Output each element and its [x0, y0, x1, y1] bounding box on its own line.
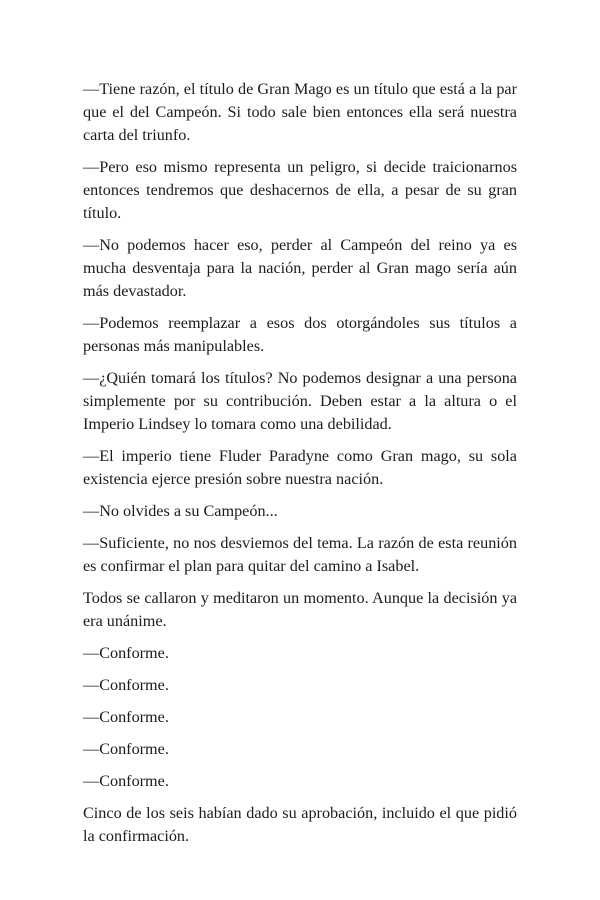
paragraph: —Conforme.: [83, 772, 169, 790]
paragraph: —Podemos reemplazar a esos dos otorgándoles sus títulos a personas más manipulables.: [83, 314, 517, 355]
paragraph: —Conforme.: [83, 740, 169, 758]
paragraph: Cinco de los seis habían dado su aprobación, incluido el que pidió la confirmación.: [83, 804, 517, 845]
paragraph: —Suficiente, no nos desviemos del tema. La razón de esta reunión es confirmar el plan para quitar del camino a Isabel.: [83, 534, 517, 575]
paragraph: —No podemos hacer eso, perder al Campeón del reino ya es mucha desventaja para la nación, perder al Gran mago sería aún más devastador.: [83, 236, 517, 300]
paragraph: —No olvides a su Campeón...: [83, 502, 278, 520]
paragraph: —¿Quién tomará los títulos? No podemos designar a una persona simplemente por su contribución. Deben estar a la altura o el Imperio Lindsey lo tomara como una debilidad.: [83, 369, 517, 433]
paragraph: —Conforme.: [83, 644, 169, 662]
paragraph: —Conforme.: [83, 676, 169, 694]
paragraph: —Tiene razón, el título de Gran Mago es un título que está a la par que el del Campeón. Si todo sale bien entonces ella será nuestra carta del triunfo.: [83, 80, 517, 144]
paragraph: —El imperio tiene Fluder Paradyne como Gran mago, su sola existencia ejerce presión sobre nuestra nación.: [83, 447, 517, 488]
paragraph: Todos se callaron y meditaron un momento. Aunque la decisión ya era unánime.: [83, 589, 517, 630]
paragraph: —Pero eso mismo representa un peligro, si decide traicionarnos entonces tendremos que deshacernos de ella, a pesar de su gran título.: [83, 158, 517, 222]
paragraph: —Conforme.: [83, 708, 169, 726]
